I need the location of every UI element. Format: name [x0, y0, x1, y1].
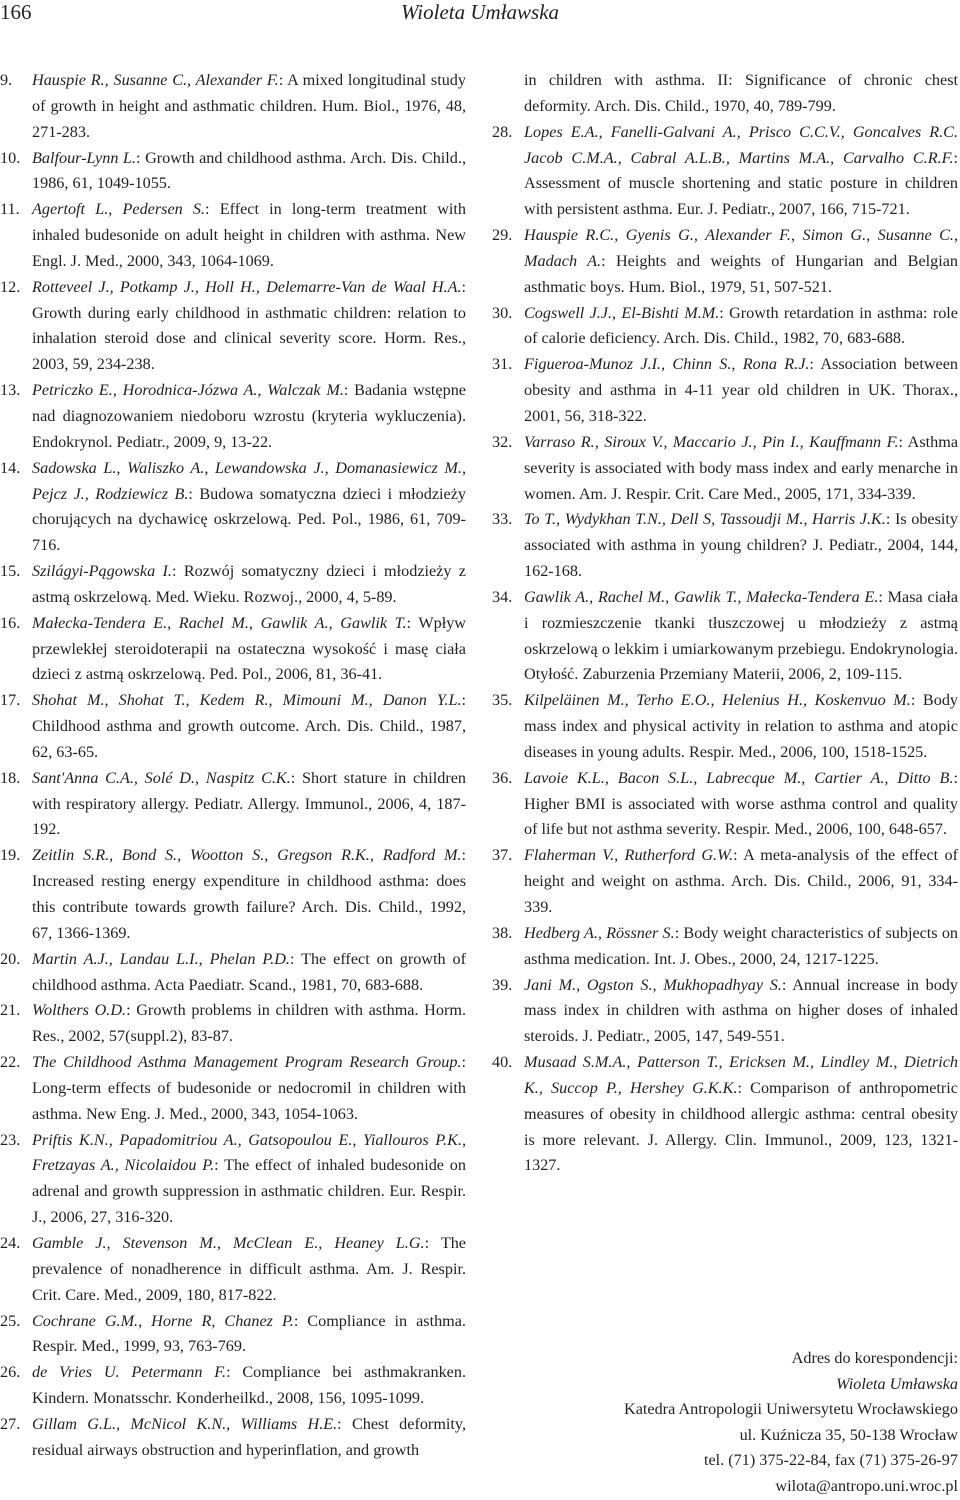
reference-number: 26.	[0, 1363, 21, 1382]
correspondence-phone: tel. (71) 375-22-84, fax (71) 375-26-97	[704, 1451, 958, 1470]
reference-authors: Gamble J., Stevenson M., McClean E., Heaney L.G.	[32, 1233, 425, 1252]
reference-number: 25.	[0, 1311, 21, 1330]
reference-item	[0, 275, 466, 378]
reference-number: 19.	[0, 846, 21, 865]
reference-number: 29.	[492, 226, 513, 245]
reference-authors: Jani M., Ogston S., Mukhopadhyay S.	[524, 975, 782, 994]
reference-item	[492, 921, 958, 973]
reference-authors: Varraso R., Siroux V., Maccario J., Pin I., Kauffmann F.	[524, 432, 899, 451]
reference-authors: Gawlik A., Rachel M., Gawlik T., Małecka-Tendera E.	[524, 587, 879, 606]
reference-item	[0, 1412, 466, 1464]
reference-authors: Balfour-Lynn L.	[32, 148, 137, 167]
reference-authors: de Vries U. Petermann F.	[32, 1363, 227, 1382]
reference-item	[0, 1231, 466, 1309]
reference-number: 21.	[0, 1001, 21, 1020]
reference-text: : Association between obesity and asthma in 4-11 year old children in UK. Thorax., 2001, 56, 318-322.	[524, 355, 958, 425]
reference-text: : Increased resting energy expenditure in childhood asthma: does this contribute towards growth failure? Arch. Dis. Child., 1992, 67, 1366-1369.	[32, 846, 466, 942]
reference-text: : A mixed longitudinal study of growth in height and asthmatic children. Hum. Biol., 1976, 48, 271-283.	[32, 71, 466, 141]
reference-text: : The effect of inhaled budesonide on adrenal and growth suppression in asthmatic children. Eur. Respir. J., 2006, 27, 316-320.	[32, 1156, 466, 1227]
correspondence-street: ul. Kuźnicza 35, 50-138 Wrocław	[739, 1425, 958, 1444]
reference-number: 37.	[492, 846, 513, 865]
reference-item	[0, 611, 466, 689]
page-number: 166	[0, 0, 32, 24]
reference-item	[0, 1360, 466, 1412]
reference-text: : Chest deformity, residual airways obstruction and hyperinflation, and growth	[32, 1414, 466, 1459]
reference-number: 32.	[492, 432, 513, 451]
reference-authors: Rotteveel J., Potkamp J., Holl H., Delemarre-Van de Waal H.A.	[32, 277, 462, 296]
reference-text: : Heights and weights of Hungarian and Belgian asthmatic boys. Hum. Biol., 1979, 51, 507-521.	[524, 251, 958, 296]
reference-number: 33.	[492, 510, 513, 529]
reference-number: 36.	[492, 768, 513, 787]
reference-authors: Petriczko E., Horodnica-Józwa A., Walczak M.	[32, 381, 344, 400]
reference-number: 27.	[0, 1414, 21, 1433]
reference-item	[0, 1050, 466, 1128]
reference-text: : Long-term effects of budesonide or nedocromil in children with asthma. New Eng. J. Med., 2000, 343, 1054-1063.	[32, 1053, 466, 1123]
reference-number: 35.	[492, 691, 513, 710]
reference-item	[0, 559, 466, 611]
reference-item	[0, 766, 466, 844]
reference-authors: To T., Wydykhan T.N., Dell S, Tassoudji M., Harris J.K.	[524, 510, 886, 529]
reference-item	[492, 843, 958, 921]
reference-authors: Wolthers O.D.	[32, 1001, 127, 1020]
reference-text: : Growth problems in children with asthma. Horm. Res., 2002, 57(suppl.2), 83-87.	[32, 1001, 466, 1046]
reference-number: 38.	[492, 923, 513, 942]
reference-authors: Sant'Anna C.A., Solé D., Naspitz C.K.	[32, 768, 291, 787]
reference-number: 34.	[492, 587, 513, 606]
reference-number: 40.	[492, 1053, 513, 1072]
reference-text: : Growth during early childhood in asthmatic children: relation to inhalation steroid dose and clinical severity score. Horm. Res., 2003, 59, 234-238.	[32, 277, 466, 374]
reference-text: : Body weight characteristics of subjects on asthma medication. Int. J. Obes., 2000, 24, 1217-1225.	[524, 923, 959, 968]
reference-authors: Martin A.J., Landau L.I., Phelan P.D.	[32, 949, 290, 968]
reference-authors: Kilpeläinen M., Terho E.O., Helenius H., Koskenvuo M.	[524, 691, 911, 710]
reference-authors: Lavoie K.L., Bacon S.L., Labrecque M., Cartier A., Ditto B.	[524, 768, 954, 787]
reference-authors: Cogswell J.J., El-Bishti M.M.	[524, 303, 720, 322]
reference-authors: Zeitlin S.R., Bond S., Wootton S., Gregson R.K., Radford M.	[32, 846, 462, 865]
reference-number: 14.	[0, 458, 21, 477]
reference-text: : The prevalence of nonadherence in difficult asthma. Am. J. Respir. Crit. Care. Med., 2009, 180, 817-822.	[32, 1233, 466, 1304]
reference-item	[0, 843, 466, 946]
reference-text: : Growth and childhood asthma. Arch. Dis. Child., 1986, 61, 1049-1055.	[32, 148, 466, 193]
reference-item	[492, 973, 958, 1051]
reference-number: 31.	[492, 355, 513, 374]
page-header	[0, 0, 960, 30]
reference-text: : A meta-analysis of the effect of height and weight on asthma. Arch. Dis. Child., 2006, 91, 334-339.	[524, 846, 958, 916]
reference-authors: Gillam G.L., McNicol K.N., Williams H.E.	[32, 1414, 338, 1433]
reference-item	[0, 998, 466, 1050]
reference-authors: Lopes E.A., Fanelli-Galvani A., Prisco C.C.V., Goncalves R.C. Jacob C.M.A., Cabral A.L.B., Martins M.A., Carvalho C.R.F.	[524, 122, 958, 167]
reference-authors: Małecka-Tendera E., Rachel M., Gawlik A., Gawlik T.	[32, 613, 407, 632]
reference-item	[492, 585, 958, 688]
reference-item	[0, 456, 466, 559]
correspondence-institution: Katedra Antropologii Uniwersytetu Wrocławskiego	[624, 1400, 958, 1419]
reference-text: : Asthma severity is associated with body mass index and early menarche in women. Am. J. Respir. Crit. Care Med., 2005, 171, 334-339.	[524, 432, 959, 503]
reference-authors: Musaad S.M.A., Patterson T., Ericksen M., Lindley M., Dietrich K., Succop P., Hershey G.K.K.	[524, 1053, 958, 1097]
reference-number: 23.	[0, 1130, 21, 1149]
reference-authors: Figueroa-Munoz J.I., Chinn S., Rona R.J.	[524, 355, 810, 374]
reference-authors: Cochrane G.M., Horne R, Chanez P.	[32, 1311, 294, 1330]
reference-number: 12.	[0, 277, 21, 296]
reference-item	[0, 688, 466, 766]
reference-item	[492, 223, 958, 301]
reference-text: : Masa ciała i rozmieszczenie tkanki tłuszczowej u młodzieży z astmą oskrzelową o lekkim i umiarkowanym przebiegu. Endokrynologia. Otyłość. Zaburzenia Przemiany Materii, 2006, 2, 109-115.	[524, 587, 958, 684]
reference-authors: The Childhood Asthma Management Program Research Group.	[32, 1053, 462, 1072]
reference-text: : Higher BMI is associated with worse asthma control and quality of life but not asthma severity. Respir. Med., 2006, 100, 648-657.	[524, 768, 958, 839]
reference-number: 9.	[0, 71, 13, 89]
reference-item	[492, 507, 958, 585]
reference-number: 18.	[0, 768, 21, 787]
reference-number: 17.	[0, 691, 21, 710]
reference-item	[492, 430, 958, 508]
reference-number: 20.	[0, 949, 21, 968]
reference-authors: Agertoft L., Pedersen S.	[32, 200, 206, 219]
reference-number: 22.	[0, 1053, 21, 1072]
reference-authors: Hauspie R., Susanne C., Alexander F.	[32, 71, 279, 89]
reference-item	[0, 947, 466, 999]
reference-authors: Flaherman V., Rutherford G.W.	[524, 846, 734, 865]
reference-text: : The effect on growth of childhood asthma. Acta Paediatr. Scand., 1981, 70, 683-688.	[32, 949, 466, 994]
reference-text: : Comparison of anthropometric measures of obesity in childhood allergic asthma: central obesity is more relevant. J. Allergy. Clin. Immunol., 2009, 123, 1321-1327.	[524, 1078, 958, 1175]
reference-number: 15.	[0, 562, 21, 581]
reference-item	[492, 301, 958, 353]
reference-number: 11.	[0, 200, 20, 219]
reference-item	[0, 1128, 466, 1231]
reference-text: : Compliance bei asthmakranken. Kindern. Monatsschr. Konderheilkd., 2008, 156, 1095-1099.	[32, 1363, 466, 1408]
reference-text: : Body mass index and physical activity in relation to asthma and atopic diseases in young adults. Respir. Med., 2006, 100, 1518-1525.	[524, 691, 959, 761]
correspondence-block	[492, 1346, 958, 1500]
reference-continuation: in children with asthma. II: Significance of chronic chest deformity. Arch. Dis. Child., 1970, 40, 789-799.	[524, 71, 958, 115]
reference-number: 16.	[0, 613, 21, 632]
reference-item	[492, 688, 958, 766]
reference-number: 10.	[0, 148, 21, 167]
correspondence-email: wilota@antropo.uni.wroc.pl	[775, 1476, 958, 1495]
correspondence-heading: Adres do korespondencji:	[791, 1349, 958, 1367]
reference-item	[0, 68, 466, 146]
reference-item	[492, 120, 958, 223]
running-head-author: Wioleta Umławska	[400, 0, 560, 24]
reference-authors: Priftis K.N., Papadomitriou A., Gatsopoulou E., Yiallouros P.K., Fretzayas A., Nicolaidou P.	[32, 1130, 466, 1175]
reference-text: : Is obesity associated with asthma in young children? J. Pediatr., 2004, 144, 162-168.	[524, 510, 958, 581]
reference-authors: Hauspie R.C., Gyenis G., Alexander F., Simon G., Susanne C., Madach A.	[524, 226, 958, 270]
reference-item	[492, 352, 958, 430]
reference-text: : Short stature in children with respiratory allergy. Pediatr. Allergy. Immunol., 2006, 4, 187-192.	[32, 768, 466, 839]
reference-text: : Badania wstępne nad diagnozowaniem niedoboru wzrostu (kryteria wykluczenia). Endokrynol. Pediatr., 2009, 9, 13-22.	[32, 381, 466, 451]
reference-item	[492, 766, 958, 844]
reference-number: 30.	[492, 303, 513, 322]
references-left-column	[0, 68, 466, 1464]
reference-number: 24.	[0, 1233, 21, 1252]
reference-number: 13.	[0, 381, 21, 400]
reference-authors: Sadowska L., Waliszko A., Lewandowska J., Domanasiewicz M., Pejcz J., Rodziewicz B.	[32, 458, 466, 503]
reference-text: : Growth retardation in asthma: role of calorie deficiency. Arch. Dis. Child., 1982, 70, 683-688.	[524, 303, 958, 348]
reference-item	[0, 378, 466, 456]
reference-text: : Compliance in asthma. Respir. Med., 1999, 93, 763-769.	[32, 1311, 466, 1356]
reference-text: : Effect in long-term treatment with inhaled budesonide on adult height in children with asthma. New Engl. J. Med., 2000, 343, 1064-1069.	[32, 200, 466, 270]
reference-item	[0, 1309, 466, 1361]
reference-authors: Shohat M., Shohat T., Kedem R., Mimouni M., Danon Y.L.	[32, 691, 462, 710]
correspondence-name: Wioleta Umławska	[836, 1374, 958, 1393]
reference-item	[0, 146, 466, 198]
reference-text: : Childhood asthma and growth outcome. Arch. Dis. Child., 1987, 62, 63-65.	[32, 691, 466, 761]
reference-text: : Rozwój somatyczny dzieci i młodzieży z astmą oskrzelową. Med. Wieku. Rozwoj., 2000, 4, 5-89.	[32, 562, 466, 606]
reference-authors: Hedberg A., Rössner S.	[524, 923, 675, 942]
references-right-column	[492, 68, 958, 1179]
reference-text: : Wpływ przewlekłej steroidoterapii na ostateczna wysokość i masę ciała dzieci z astmą oskrzelową. Ped. Pol., 2006, 81, 36-41.	[32, 613, 466, 684]
reference-authors: Szilágyi-Pągowska I.	[32, 562, 172, 581]
reference-number: 28.	[492, 122, 513, 141]
reference-text: : Assessment of muscle shortening and static posture in children with persistent asthma. Eur. J. Pediatr., 2007, 166, 715-721.	[524, 148, 958, 219]
reference-number: 39.	[492, 975, 513, 994]
reference-text: : Annual increase in body mass index in children with asthma on higher doses of inhaled steroids. J. Pediatr., 2005, 147, 549-551.	[524, 975, 958, 1046]
reference-item	[492, 1050, 958, 1179]
reference-item	[0, 197, 466, 275]
reference-text: : Budowa somatyczna dzieci i młodzieży chorujących na dychawicę oskrzelową. Ped. Pol., 1986, 61, 709-716.	[32, 484, 466, 555]
